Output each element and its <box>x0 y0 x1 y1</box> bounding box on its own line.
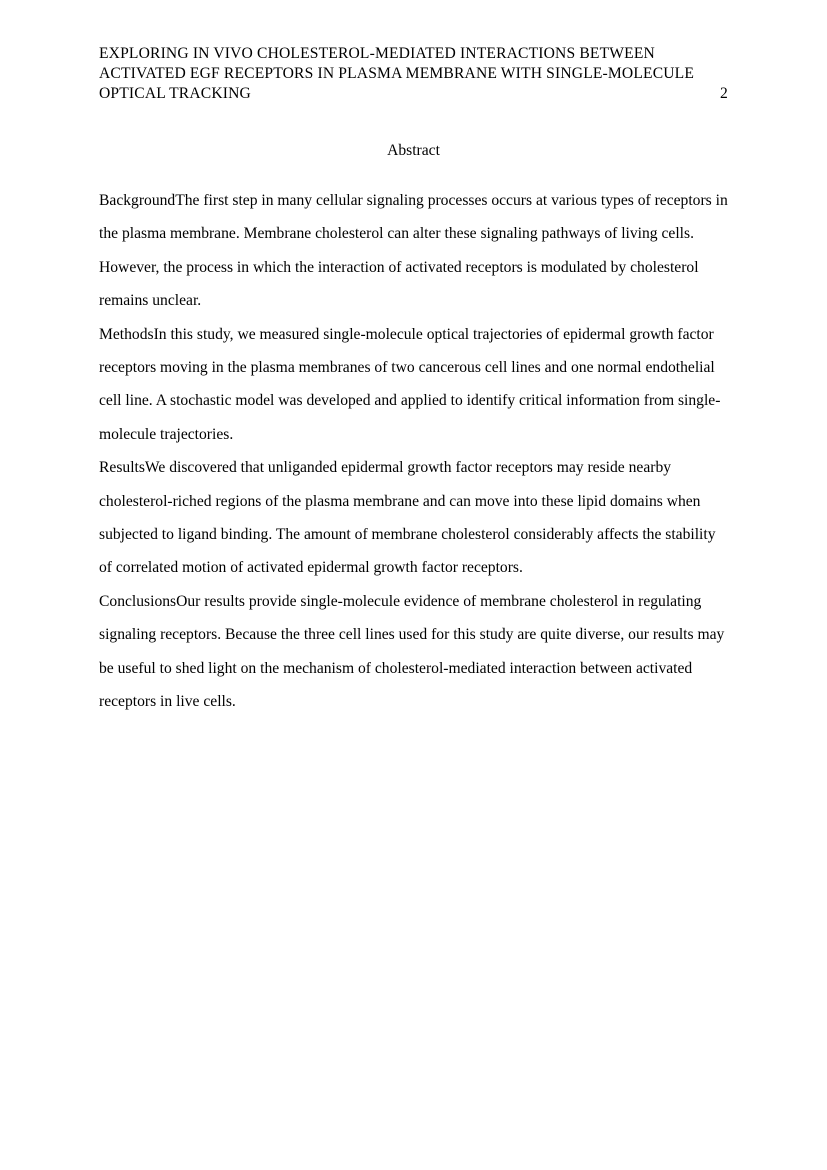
section-label-conclusions: Conclusions <box>99 592 177 610</box>
abstract-paragraph-methods <box>99 318 728 452</box>
section-label-background: Background <box>99 192 176 209</box>
section-label-methods: Methods <box>99 325 154 343</box>
running-head-line-2: ACTIVATED EGF RECEPTORS IN PLASMA MEMBRANE WITH SINGLE-MOLECULE <box>99 65 695 82</box>
abstract-body <box>99 184 728 719</box>
page-content <box>99 44 728 719</box>
page-number: 2 <box>720 85 728 102</box>
abstract-heading: Abstract <box>387 142 440 159</box>
running-head-line-3-row <box>99 84 728 104</box>
running-head <box>99 44 728 104</box>
abstract-paragraph-results <box>99 451 728 585</box>
section-text-results: We discovered that unliganded epidermal growth factor receptors may reside nearby cholesterol-riched regions of the plasma membrane and can move into these lipid domains when subjected to ligand binding. The amount of membrane cholesterol considerably affects the stability of correlated motion of activated epidermal growth factor receptors. <box>99 459 716 577</box>
section-label-results: Results <box>99 459 145 477</box>
running-head-line-3: OPTICAL TRACKING <box>99 85 251 102</box>
running-head-line-1: EXPLORING IN VIVO CHOLESTEROL-MEDIATED INTERACTIONS BETWEEN <box>99 45 655 62</box>
section-text-background: The first step in many cellular signaling processes occurs at various types of receptors in the plasma membrane. Membrane cholesterol can alter these signaling pathways of living cells. However, the process in which the interaction of activated receptors is modulated by cholesterol remains unclear. <box>99 192 728 310</box>
abstract-paragraph-background <box>99 184 728 318</box>
section-text-conclusions: Our results provide single-molecule evidence of membrane cholesterol in regulating signaling receptors. Because the three cell lines used for this study are quite diverse, our results may be useful to shed light on the mechanism of cholesterol-mediated interaction between activated receptors in live cells. <box>99 592 725 711</box>
section-text-methods: In this study, we measured single-molecule optical trajectories of epidermal growth factor receptors moving in the plasma membranes of two cancerous cell lines and one normal endothelial cell line. A stochastic model was developed and applied to identify critical information from single-molecule trajectories. <box>99 325 721 443</box>
abstract-paragraph-conclusions <box>99 585 728 719</box>
